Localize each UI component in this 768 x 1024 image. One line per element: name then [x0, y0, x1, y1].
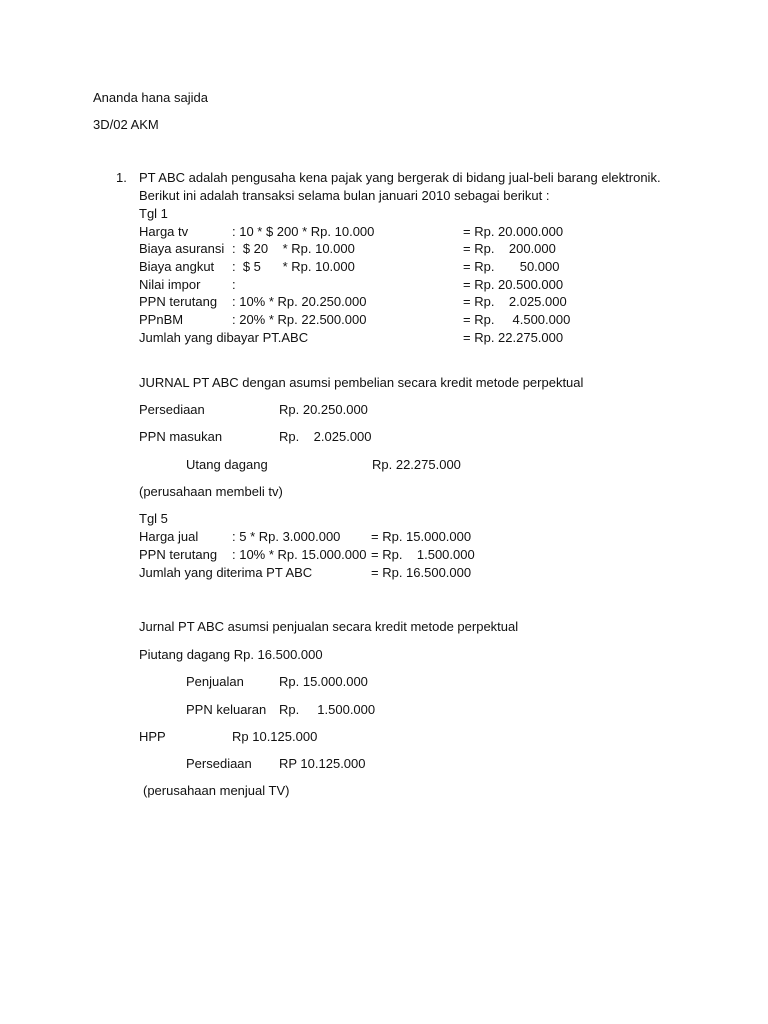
jurnal-utang-label: Utang dagang [186, 457, 268, 472]
jurnal-hpp-value: Rp 10.125.000 [232, 729, 318, 744]
tgl1-heading: Tgl 1 [139, 206, 168, 221]
tgl1-row-label: Biaya angkut [139, 259, 215, 274]
jurnal-pembelian-note: (perusahaan membeli tv) [139, 484, 283, 499]
jurnal-persediaan-credit-value: RP 10.125.000 [279, 756, 366, 771]
tgl5-row-result: = Rp. 1.500.000 [371, 547, 475, 562]
tgl1-row-label: PPN terutang [139, 294, 218, 309]
tgl5-row-label: PPN terutang [139, 547, 218, 562]
tgl5-row-label: Harga jual [139, 529, 199, 544]
jurnal-ppn-masukan-label: PPN masukan [139, 429, 223, 444]
jurnal-hpp-label: HPP [139, 729, 166, 744]
tgl1-row-result: = Rp. 50.000 [463, 259, 560, 274]
tgl1-row-label: Harga tv [139, 224, 189, 239]
jurnal-penjualan-note: (perusahaan menjual TV) [143, 783, 290, 798]
tgl1-row-formula: : [232, 277, 236, 292]
jurnal-penjualan-label: Penjualan [186, 674, 244, 689]
tgl1-row-result: = Rp. 2.025.000 [463, 294, 567, 309]
jurnal-persediaan-label: Persediaan [139, 402, 205, 417]
jurnal-penjualan-heading: Jurnal PT ABC asumsi penjualan secara kredit metode perpektual [139, 619, 519, 634]
tgl1-row-formula: : 20% * Rp. 22.500.000 [232, 312, 367, 327]
tgl1-row-label: Nilai impor [139, 277, 201, 292]
tgl1-total-label: Jumlah yang dibayar PT.ABC [139, 330, 309, 345]
jurnal-persediaan-credit-label: Persediaan [186, 756, 252, 771]
tgl1-row-result: = Rp. 200.000 [463, 241, 556, 256]
jurnal-pembelian-heading: JURNAL PT ABC dengan asumsi pembelian secara kredit metode perpektual [139, 375, 584, 390]
jurnal-piutang-line: Piutang dagang Rp. 16.500.000 [139, 647, 323, 662]
tgl1-row-label: PPnBM [139, 312, 184, 327]
tgl1-row-formula: : 10 * $ 200 * Rp. 10.000 [232, 224, 375, 239]
tgl1-row-formula: : $ 20 * Rp. 10.000 [232, 241, 355, 256]
jurnal-persediaan-value: Rp. 20.250.000 [279, 402, 368, 417]
tgl5-row-formula: : 10% * Rp. 15.000.000 [232, 547, 367, 562]
tgl1-row-formula: : 10% * Rp. 20.250.000 [232, 294, 367, 309]
tgl1-row-result: = Rp. 4.500.000 [463, 312, 571, 327]
tgl5-total-label: Jumlah yang diterima PT ABC [139, 565, 313, 580]
question-intro-line1: PT ABC adalah pengusaha kena pajak yang bergerak di bidang jual-beli barang elektronik. [139, 170, 661, 185]
tgl5-heading: Tgl 5 [139, 511, 168, 526]
jurnal-penjualan-value: Rp. 15.000.000 [279, 674, 368, 689]
jurnal-utang-value: Rp. 22.275.000 [372, 457, 461, 472]
tgl5-row-result: = Rp. 15.000.000 [371, 529, 472, 544]
tgl1-row-label: Biaya asuransi [139, 241, 225, 256]
question-number: 1. [116, 170, 127, 185]
tgl5-total-result: = Rp. 16.500.000 [371, 565, 472, 580]
jurnal-ppn-masukan-value: Rp. 2.025.000 [279, 429, 372, 444]
tgl5-row-formula: : 5 * Rp. 3.000.000 [232, 529, 341, 544]
author-name: Ananda hana sajida [93, 90, 208, 105]
tgl1-row-formula: : $ 5 * Rp. 10.000 [232, 259, 355, 274]
question-intro-line2: Berikut ini adalah transaksi selama bulan januari 2010 sebagai berikut : [139, 188, 550, 203]
class-code: 3D/02 AKM [93, 117, 159, 132]
tgl1-row-result: = Rp. 20.000.000 [463, 224, 564, 239]
jurnal-ppn-keluaran-label: PPN keluaran [186, 702, 267, 717]
tgl1-total-result: = Rp. 22.275.000 [463, 330, 564, 345]
jurnal-ppn-keluaran-value: Rp. 1.500.000 [279, 702, 376, 717]
tgl1-row-result: = Rp. 20.500.000 [463, 277, 564, 292]
